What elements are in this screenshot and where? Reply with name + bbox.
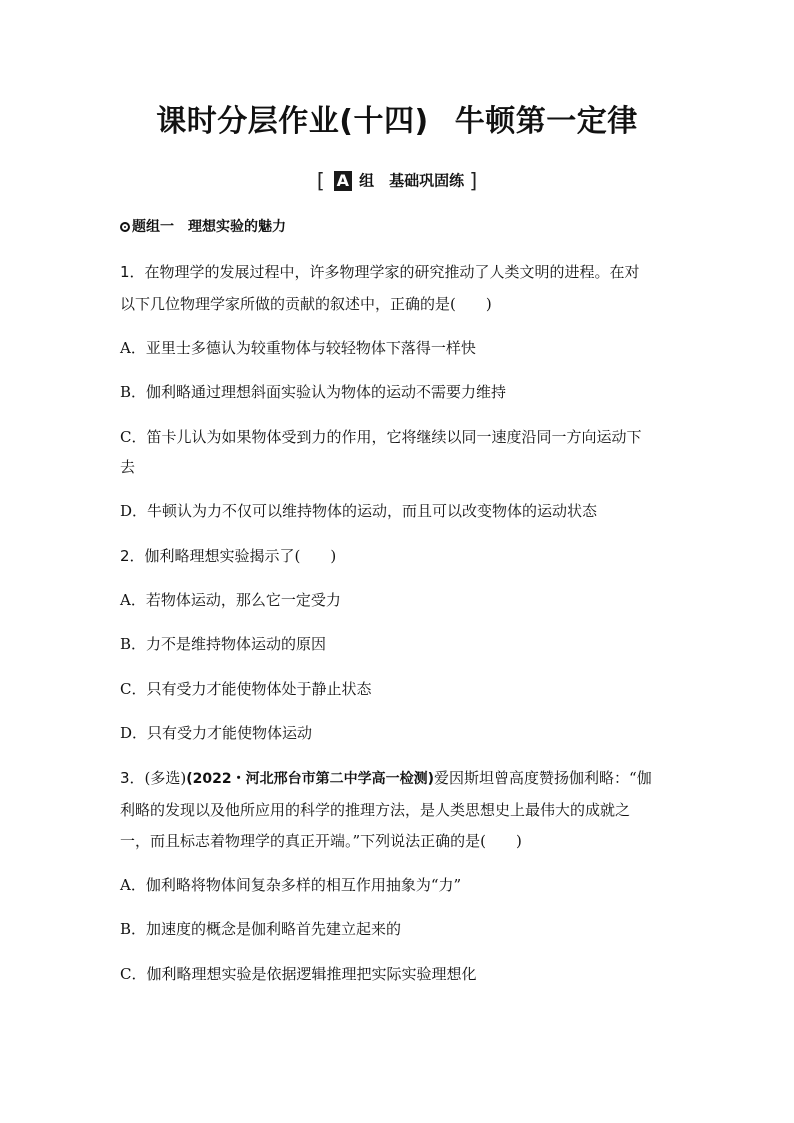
question-2-option-d: D．只有受力才能使物体运动	[120, 724, 313, 742]
group-header	[0, 168, 794, 193]
question-3-prefix: (多选)	[144, 769, 187, 787]
target-bullet-icon	[120, 222, 130, 232]
group-badge: A	[334, 171, 352, 191]
question-2-option-c: C．只有受力才能使物体处于静止状态	[120, 680, 372, 698]
question-3-stem-line-3: 一，而且标志着物理学的真正开端。”下列说法正确的是( )	[120, 832, 522, 850]
title-part-1: 课时分层作业(十四)	[156, 104, 429, 139]
question-3-source: (2022・河北邢台市第二中学高一检测)	[186, 771, 435, 787]
question-1-option-c: C．笛卡儿认为如果物体受到力的作用，它将继续以同一速度沿同一方向运动下	[120, 428, 642, 446]
question-1-stem-line-1	[120, 262, 680, 282]
question-1-number: 1．	[120, 263, 145, 281]
group-bracket-right: ]	[469, 168, 478, 193]
question-3-option-a: A．伽利略将物体间复杂多样的相互作用抽象为“力”	[120, 876, 462, 894]
question-2-text: 伽利略理想实验揭示了( )	[144, 547, 337, 565]
question-1-option-b: B．伽利略通过理想斜面实验认为物体的运动不需要力维持	[120, 383, 507, 401]
group-label: 组 基础巩固练	[359, 171, 465, 190]
group-bracket-left: [	[316, 168, 325, 193]
question-3-stem-line-1	[120, 768, 680, 789]
question-1-stem-line-2: 以下几位物理学家所做的贡献的叙述中，正确的是( )	[120, 295, 492, 313]
question-2-number: 2．	[120, 547, 145, 565]
question-2-option-a: A．若物体运动，那么它一定受力	[120, 591, 341, 609]
question-3-stem-line-2: 利略的发现以及他所应用的科学的推理方法，是人类思想史上最伟大的成就之	[120, 801, 631, 819]
section-heading	[120, 216, 286, 236]
question-2-option-b: B．力不是维持物体运动的原因	[120, 635, 327, 653]
question-1-text: 在物理学的发展过程中，许多物理学家的研究推动了人类文明的进程。在对	[144, 263, 640, 281]
question-3-option-b: B．加速度的概念是伽利略首先建立起来的	[120, 920, 402, 938]
question-3-text: 爱因斯坦曾高度赞扬伽利略：“伽	[434, 769, 652, 787]
question-1-option-d: D．牛顿认为力不仅可以维持物体的运动，而且可以改变物体的运动状态	[120, 502, 598, 520]
section-label: 题组一 理想实验的魅力	[132, 219, 286, 235]
question-2-stem	[120, 546, 680, 566]
question-1-option-c-cont: 去	[120, 458, 136, 476]
question-3-number: 3．	[120, 769, 145, 787]
page-title	[0, 96, 794, 140]
question-1-option-a: A．亚里士多德认为较重物体与较轻物体下落得一样快	[120, 339, 476, 357]
question-3-option-c: C．伽利略理想实验是依据逻辑推理把实际实验理想化	[120, 965, 477, 983]
title-part-2: 牛顿第一定律	[454, 104, 638, 139]
